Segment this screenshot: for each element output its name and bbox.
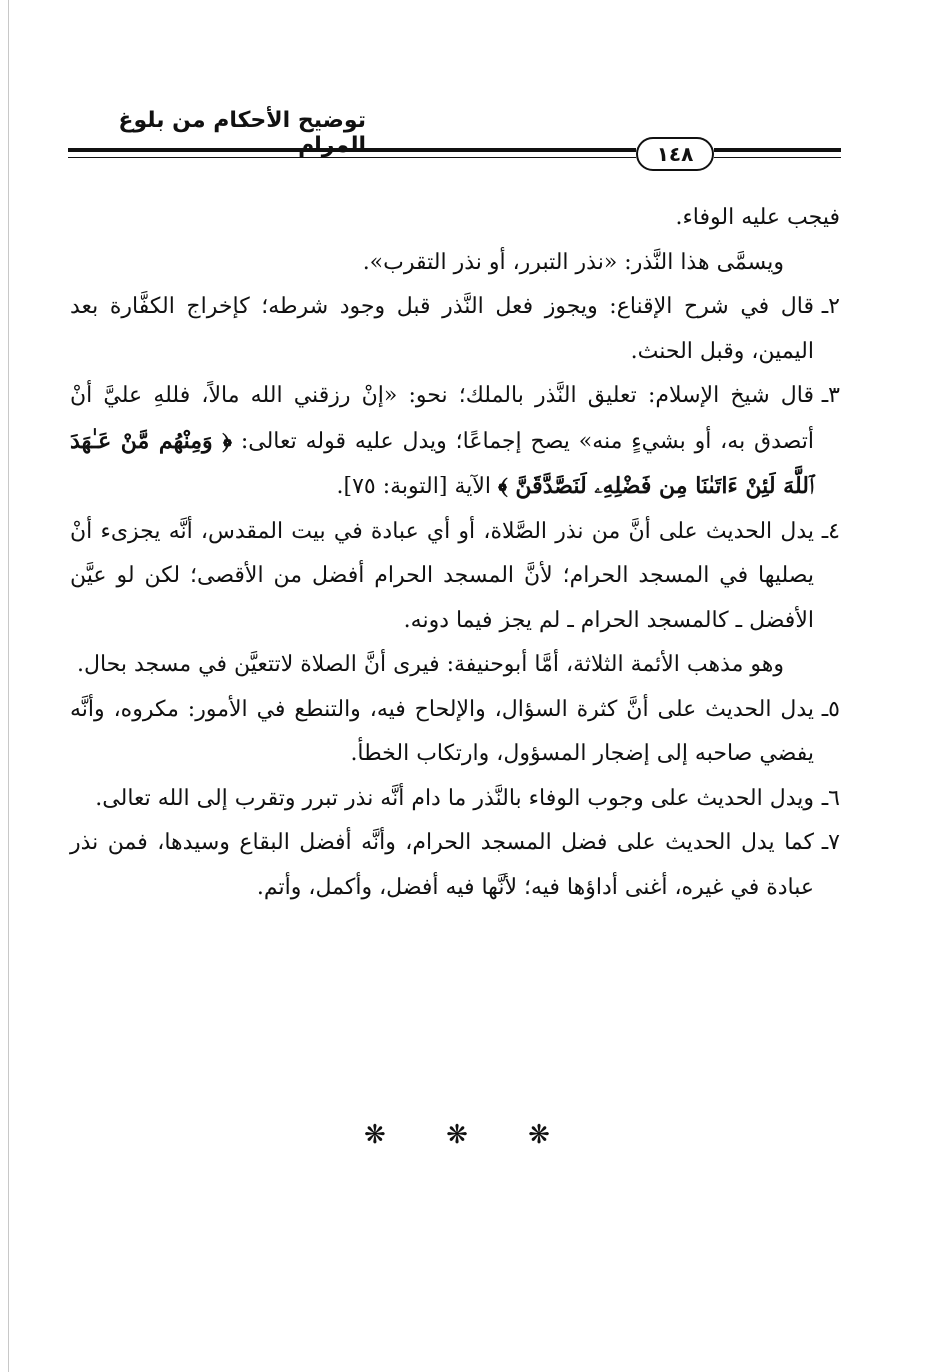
paragraph-3: وهو مذهب الأئمة الثلاثة، أمَّا أبوحنيفة: فيرى أنَّ الصلاة لاتتعيَّن في مسجد بحال. [76,652,784,677]
header-rule-right [714,148,841,158]
item-text [70,374,814,510]
item-text: يدل الحديث على أنَّ من نذر الصَّلاة، أو أي عبادة في بيت المقدس، أنَّه يجزىء أنْ يصليها في المسجد الحرام؛ لأنَّ المسجد الحرام أفضل من الأقصى؛ لكن لو عيَّن الأفضل ـ كالمسجد الحرام ـ لم يجز فيما دونه. [70,518,814,633]
item-number: ٣ـ [821,383,840,408]
numbered-item-3 [70,374,840,510]
page-body [70,196,840,910]
item-number: ٦ـ [821,785,840,811]
numbered-item-6 [70,777,840,822]
paragraph-2: ويسمَّى هذا النَّذر: «نذر التبرر، أو نذر التقرب». [362,249,784,275]
numbered-item-7 [70,821,840,910]
item-number: ٧ـ [821,830,840,855]
section-separator: ❋ ❋ ❋ [364,1120,576,1150]
item-number: ٤ـ [821,518,840,544]
header-rule-left [68,148,636,158]
item-number: ٥ـ [821,696,840,722]
item-text: قال في شرح الإقناع: ويجوز فعل النَّذر قبل وجود شرطه؛ كإخراج الكفَّارة بعد اليمين، وقبل الحنث. [70,294,814,364]
numbered-item-5 [70,688,840,777]
item-text: كما يدل الحديث على فضل المسجد الحرام، وأنَّه أفضل البقاع وسيدها، فمن نذر عبادة في غيره، أغنى أداؤها فيه؛ لأنَّها فيه أفضل، وأكمل، وأتم. [70,830,814,900]
verse-reference: الآية [التوبة: ٧٥]. [336,474,492,499]
item-text: ويدل الحديث على وجوب الوفاء بالنَّذر ما دام أنَّه نذر تبرر وتقرب إلى الله تعالى. [95,785,814,811]
item-text: يدل الحديث على أنَّ كثرة السؤال، والإلحاح فيه، والتنطع في الأمور: مكروه، وأنَّه يفضي صاحبه إلى إضجار المسؤول، وارتكاب الخطأ. [70,696,814,766]
book-title: توضيح الأحكام من بلوغ المرام [118,108,366,158]
numbered-item-2 [70,285,840,374]
scan-edge-line [8,0,9,1372]
item-number: ٢ـ [821,294,840,319]
quran-verse: ﴿ وَمِنْهُم مَّنْ عَـٰهَدَ ٱللَّهَ لَئِنْ ءَاتَىٰنَا مِن فَضْلِهِۦ لَنَصَّدَّقَنَّ ﴾ [70,427,814,499]
paragraph-1: فيجب عليه الوفاء. [675,205,840,230]
numbered-item-4 [70,510,840,644]
item-text-part: قال شيخ الإسلام: تعليق النَّذر بالملك؛ نحو: «إنْ رزقني الله مالاً، فللهِ عليَّ أنْ أتصدق به، أو بشيءٍ منه» يصح إجماعًا؛ ويدل عليه قوله تعالى: [70,383,814,454]
page-header [66,100,841,180]
page-number: ١٤٨ [636,137,714,171]
